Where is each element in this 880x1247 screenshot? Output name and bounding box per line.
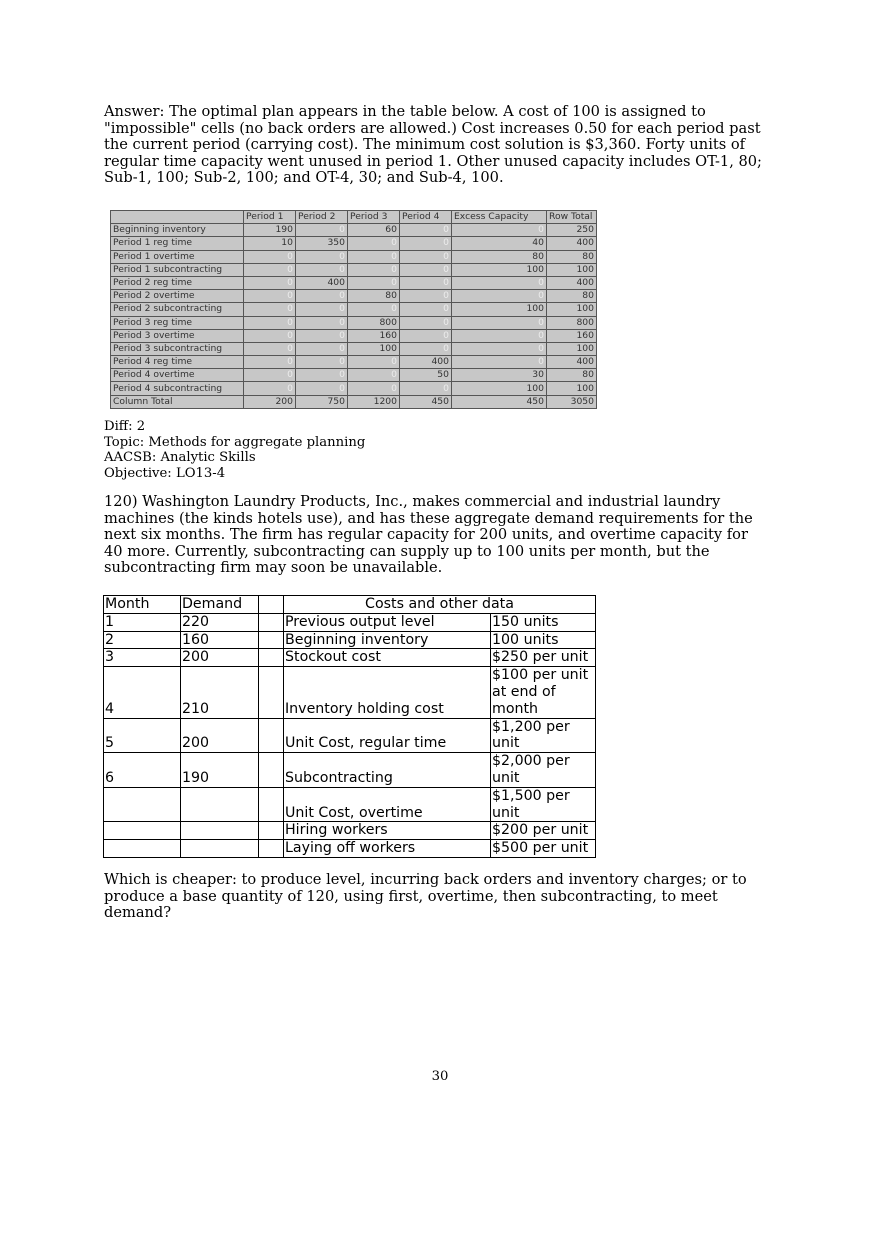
month-cell: 2 (104, 631, 181, 649)
spacer-cell (259, 667, 284, 718)
table-cell: 0 (348, 356, 400, 369)
row-label: Period 3 subcontracting (111, 342, 244, 355)
table-cell: 80 (547, 290, 597, 303)
table-cell: 0 (296, 250, 348, 263)
demand-cell: 200 (181, 649, 259, 667)
row-label: Period 4 overtime (111, 369, 244, 382)
table-cell: 100 (452, 303, 547, 316)
table-cell: 0 (244, 369, 296, 382)
table-cell: 0 (244, 329, 296, 342)
cost-label-cell: Stockout cost (284, 649, 491, 667)
question-paragraph: 120) Washington Laundry Products, Inc., makes commercial and industrial laundry machines (the kinds hotels use), and has these aggregate demand requirements for the next six months. The firm has regular capacity for 200 units, and overtime capacity for 40 more. Currently, subcontracting can supply up to 100 units per month, but the subcontracting firm may soon be unavailable. (104, 493, 753, 577)
cost-value-cell: $200 per unit (491, 822, 596, 840)
plan-header-cell: Period 2 (296, 211, 348, 224)
table-cell: 100 (547, 263, 597, 276)
plan-header-cell: Period 3 (348, 211, 400, 224)
cost-value-cell: $2,000 per unit (491, 753, 596, 788)
table-cell: 450 (400, 395, 452, 408)
table-cell: 0 (296, 303, 348, 316)
table-cell: 0 (244, 303, 296, 316)
cost-label-cell: Inventory holding cost (284, 667, 491, 718)
row-label: Period 4 subcontracting (111, 382, 244, 395)
spacer-cell (259, 822, 284, 840)
table-row (104, 631, 596, 649)
header-demand: Demand (181, 596, 259, 614)
row-label: Period 1 subcontracting (111, 263, 244, 276)
row-label: Period 4 reg time (111, 356, 244, 369)
table-cell: 0 (400, 303, 452, 316)
table-cell: 80 (348, 290, 400, 303)
table-cell: 350 (296, 237, 348, 250)
table-cell: 160 (348, 329, 400, 342)
demand-cell (181, 840, 259, 858)
spacer-cell (259, 631, 284, 649)
month-cell: 5 (104, 718, 181, 753)
table-cell: 0 (348, 263, 400, 276)
month-cell: 1 (104, 613, 181, 631)
header-month: Month (104, 596, 181, 614)
table-cell: 100 (452, 382, 547, 395)
table-cell: 450 (452, 395, 547, 408)
month-cell: 6 (104, 753, 181, 788)
table-cell: 190 (244, 224, 296, 237)
table-cell: 80 (547, 369, 597, 382)
table-cell: 0 (348, 250, 400, 263)
table-row (111, 342, 597, 355)
table-row (111, 250, 597, 263)
table-cell: 0 (452, 356, 547, 369)
table-row (104, 822, 596, 840)
table-cell: 0 (452, 316, 547, 329)
table-cell: 100 (348, 342, 400, 355)
demand-cell: 220 (181, 613, 259, 631)
plan-header-row (111, 211, 597, 224)
table-cell: 100 (547, 303, 597, 316)
table-cell: 3050 (547, 395, 597, 408)
table-row (111, 382, 597, 395)
table-cell: 400 (547, 276, 597, 289)
table-cell: 0 (348, 303, 400, 316)
table-header-row (104, 596, 596, 614)
row-label: Period 1 overtime (111, 250, 244, 263)
table-row (111, 224, 597, 237)
cost-label-cell: Previous output level (284, 613, 491, 631)
table-cell: 0 (244, 356, 296, 369)
table-cell: 0 (296, 342, 348, 355)
table-row (104, 649, 596, 667)
demand-cell: 160 (181, 631, 259, 649)
spacer-cell (259, 649, 284, 667)
row-label: Beginning inventory (111, 224, 244, 237)
question-metadata (104, 419, 365, 481)
table-cell: 100 (547, 382, 597, 395)
cost-value-cell: 100 units (491, 631, 596, 649)
table-cell: 80 (452, 250, 547, 263)
table-cell: 0 (452, 224, 547, 237)
row-label: Period 3 overtime (111, 329, 244, 342)
table-cell: 0 (400, 250, 452, 263)
table-cell: 750 (296, 395, 348, 408)
table-cell: 10 (244, 237, 296, 250)
cost-value-cell: $100 per unit at end of month (491, 667, 596, 718)
row-label: Period 1 reg time (111, 237, 244, 250)
plan-header-cell: Row Total (547, 211, 597, 224)
cost-value-cell: $1,500 per unit (491, 787, 596, 822)
table-cell: 800 (547, 316, 597, 329)
table-row (104, 787, 596, 822)
table-cell: 80 (547, 250, 597, 263)
month-cell (104, 840, 181, 858)
closing-paragraph: Which is cheaper: to produce level, incurring back orders and inventory charges; or to produce a base quantity of 120, using first, overtime, then subcontracting, to meet demand? (104, 871, 747, 922)
table-cell: 100 (452, 263, 547, 276)
cost-label-cell: Hiring workers (284, 822, 491, 840)
table-cell: 0 (400, 316, 452, 329)
topic-label: Topic: Methods for aggregate planning (104, 434, 366, 450)
row-label: Period 2 subcontracting (111, 303, 244, 316)
spacer-cell (259, 787, 284, 822)
table-cell: 0 (296, 329, 348, 342)
table-cell: 400 (296, 276, 348, 289)
spacer-cell (259, 613, 284, 631)
table-cell: 0 (400, 342, 452, 355)
table-cell: 0 (244, 263, 296, 276)
table-cell: 0 (296, 356, 348, 369)
table-cell: 400 (400, 356, 452, 369)
table-cell: 0 (348, 382, 400, 395)
table-row (111, 290, 597, 303)
table-cell: 0 (400, 329, 452, 342)
table-cell: 0 (400, 290, 452, 303)
row-label: Period 2 overtime (111, 290, 244, 303)
cost-value-cell: $1,200 per unit (491, 718, 596, 753)
table-cell: 0 (296, 290, 348, 303)
month-cell: 3 (104, 649, 181, 667)
table-cell: 60 (348, 224, 400, 237)
cost-label-cell: Laying off workers (284, 840, 491, 858)
table-row (111, 369, 597, 382)
table-cell: 0 (400, 276, 452, 289)
table-cell: 0 (296, 224, 348, 237)
spacer-cell (259, 840, 284, 858)
table-cell: 0 (244, 342, 296, 355)
plan-header-cell: Period 4 (400, 211, 452, 224)
table-row (104, 667, 596, 718)
table-row (104, 718, 596, 753)
table-cell: 0 (400, 237, 452, 250)
table-cell: 100 (547, 342, 597, 355)
table-cell: 0 (244, 382, 296, 395)
table-cell: 0 (348, 276, 400, 289)
cost-value-cell: 150 units (491, 613, 596, 631)
plan-header-cell: Excess Capacity (452, 211, 547, 224)
month-cell (104, 822, 181, 840)
aacsb-label: AACSB: Analytic Skills (104, 450, 256, 466)
table-cell: 0 (296, 316, 348, 329)
table-row (111, 356, 597, 369)
table-cell: 0 (244, 276, 296, 289)
table-cell: 40 (452, 237, 547, 250)
table-cell: 0 (348, 237, 400, 250)
cost-label-cell: Subcontracting (284, 753, 491, 788)
cost-label-cell: Unit Cost, overtime (284, 787, 491, 822)
table-cell: 400 (547, 237, 597, 250)
table-row (111, 263, 597, 276)
table-cell: 0 (296, 369, 348, 382)
table-row (104, 613, 596, 631)
table-cell: 0 (296, 382, 348, 395)
table-row (111, 276, 597, 289)
table-cell: 30 (452, 369, 547, 382)
difficulty-label: Diff: 2 (104, 419, 146, 434)
demand-cell: 190 (181, 753, 259, 788)
table-cell: 0 (296, 263, 348, 276)
table-cell: 0 (400, 224, 452, 237)
table-cell: 1200 (348, 395, 400, 408)
table-cell: 50 (400, 369, 452, 382)
plan-header-cell: Period 1 (244, 211, 296, 224)
demand-cell (181, 787, 259, 822)
table-cell: 400 (547, 356, 597, 369)
table-row (111, 316, 597, 329)
cost-label-cell: Unit Cost, regular time (284, 718, 491, 753)
plan-header-cell (111, 211, 244, 224)
table-cell: 160 (547, 329, 597, 342)
table-row (111, 329, 597, 342)
page-number: 30 (431, 1069, 449, 1084)
cost-label-cell: Beginning inventory (284, 631, 491, 649)
table-row (104, 753, 596, 788)
table-cell: 0 (244, 250, 296, 263)
table-row (111, 303, 597, 316)
table-row (111, 237, 597, 250)
header-spacer (259, 596, 284, 614)
cost-value-cell: $500 per unit (491, 840, 596, 858)
demand-cost-table (103, 595, 596, 858)
table-cell: 0 (452, 342, 547, 355)
table-cell: 0 (400, 382, 452, 395)
demand-cell: 200 (181, 718, 259, 753)
table-cell: 0 (244, 316, 296, 329)
table-cell: 0 (400, 263, 452, 276)
table-cell: 250 (547, 224, 597, 237)
table-cell: 0 (244, 290, 296, 303)
answer-paragraph: Answer: The optimal plan appears in the table below. A cost of 100 is assigned to "impossible" cells (no back orders are allowed.) Cost increases 0.50 for each period past the current period (carrying cost). The minimum cost solution is $3,360. Forty units of regular time capacity went unused in period 1. Other unused capacity includes OT-1, 80; Sub-1, 100; Sub-2, 100; and OT-4, 30; and Sub-4, 100. (104, 103, 762, 187)
table-cell: 0 (452, 276, 547, 289)
table-row (104, 840, 596, 858)
demand-cell (181, 822, 259, 840)
demand-cell: 210 (181, 667, 259, 718)
row-label: Period 3 reg time (111, 316, 244, 329)
month-cell: 4 (104, 667, 181, 718)
table-cell: 0 (452, 290, 547, 303)
table-cell: 0 (452, 329, 547, 342)
spacer-cell (259, 718, 284, 753)
objective-label: Objective: LO13-4 (104, 465, 226, 481)
row-label: Column Total (111, 395, 244, 408)
header-costs: Costs and other data (284, 596, 596, 614)
table-cell: 0 (348, 369, 400, 382)
spacer-cell (259, 753, 284, 788)
table-cell: 800 (348, 316, 400, 329)
month-cell (104, 787, 181, 822)
table-cell: 200 (244, 395, 296, 408)
cost-value-cell: $250 per unit (491, 649, 596, 667)
table-row (111, 395, 597, 408)
row-label: Period 2 reg time (111, 276, 244, 289)
optimal-plan-table (110, 210, 597, 409)
